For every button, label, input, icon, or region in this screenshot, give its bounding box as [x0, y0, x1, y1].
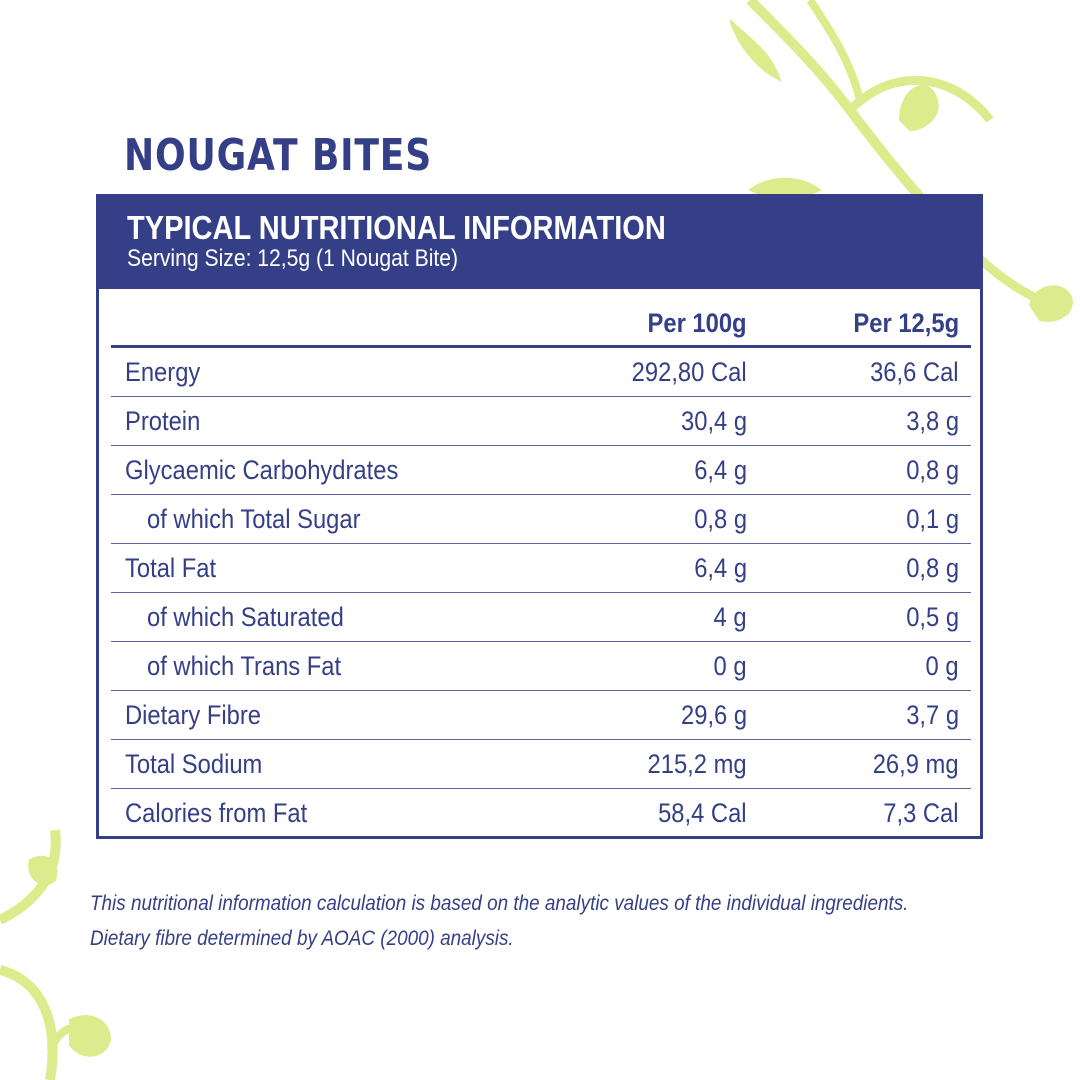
per100-value: 58,4 Cal: [658, 797, 747, 828]
table-row: [111, 495, 971, 544]
per-serving-value: 26,9 mg: [759, 740, 971, 789]
table-row: [111, 740, 971, 789]
per100-value: 292,80 Cal: [547, 347, 759, 397]
per100-value: 215,2 mg: [547, 740, 759, 789]
per-serving-value: 0 g: [759, 642, 971, 691]
table-row: [111, 593, 971, 642]
column-header-per100: Per 100g: [547, 301, 759, 347]
footnote-line: Dietary fibre determined by AOAC (2000) analysis.: [90, 927, 514, 950]
header-title: TYPICAL NUTRITIONAL INFORMATION: [127, 209, 666, 246]
nutrition-panel: [96, 194, 983, 839]
footnote-line: This nutritional information calculation is based on the analytic values of the individual ingredients.: [90, 892, 909, 915]
per100-value: 6,4 g: [547, 544, 759, 593]
per-serving-value: 3,7 g: [759, 691, 971, 740]
nutrient-label: Total Sodium: [111, 740, 547, 789]
per100-value: 29,6 g: [547, 691, 759, 740]
table-row: [111, 347, 971, 397]
nutrition-table: [111, 301, 971, 837]
nutrient-label: of which Trans Fat: [111, 642, 547, 691]
nutrient-label: of which Total Sugar: [111, 495, 547, 544]
table-header-row: [111, 301, 971, 347]
per100-value: 0,8 g: [547, 495, 759, 544]
per-serving-value: 36,6 Cal: [759, 347, 971, 397]
per100-value: 4 g: [547, 593, 759, 642]
per-serving-value: 0,5 g: [759, 593, 971, 642]
per100-value: 30,4 g: [547, 397, 759, 446]
footnote: [90, 886, 1050, 956]
per-serving-value: 0,1 g: [759, 495, 971, 544]
per-serving-value: 0,8 g: [759, 446, 971, 495]
column-header-label: [111, 301, 547, 347]
column-header-per-serving: Per 12,5g: [759, 301, 971, 347]
nutrient-label: Glycaemic Carbohydrates: [111, 446, 547, 495]
nutrient-label: Dietary Fibre: [111, 691, 547, 740]
nutrient-label: Protein: [111, 397, 547, 446]
per100-value: 6,4 g: [547, 446, 759, 495]
nutrient-label: of which Saturated: [111, 593, 547, 642]
per-serving-value: 7,3 Cal: [883, 797, 959, 828]
table-row: [111, 691, 971, 740]
per100-value: 0 g: [547, 642, 759, 691]
page-title: NOUGAT BITES: [124, 130, 433, 181]
table-row: [111, 789, 971, 838]
serving-size: Serving Size: 12,5g (1 Nougat Bite): [127, 245, 459, 272]
panel-header: [99, 197, 980, 289]
per-serving-value: 0,8 g: [759, 544, 971, 593]
nutrient-label: Total Fat: [111, 544, 547, 593]
table-row: [111, 642, 971, 691]
nutrient-label: Calories from Fat: [125, 797, 308, 828]
table-row: [111, 446, 971, 495]
table-row: [111, 544, 971, 593]
per-serving-value: 3,8 g: [759, 397, 971, 446]
nutrient-label: Energy: [111, 347, 547, 397]
table-row: [111, 397, 971, 446]
